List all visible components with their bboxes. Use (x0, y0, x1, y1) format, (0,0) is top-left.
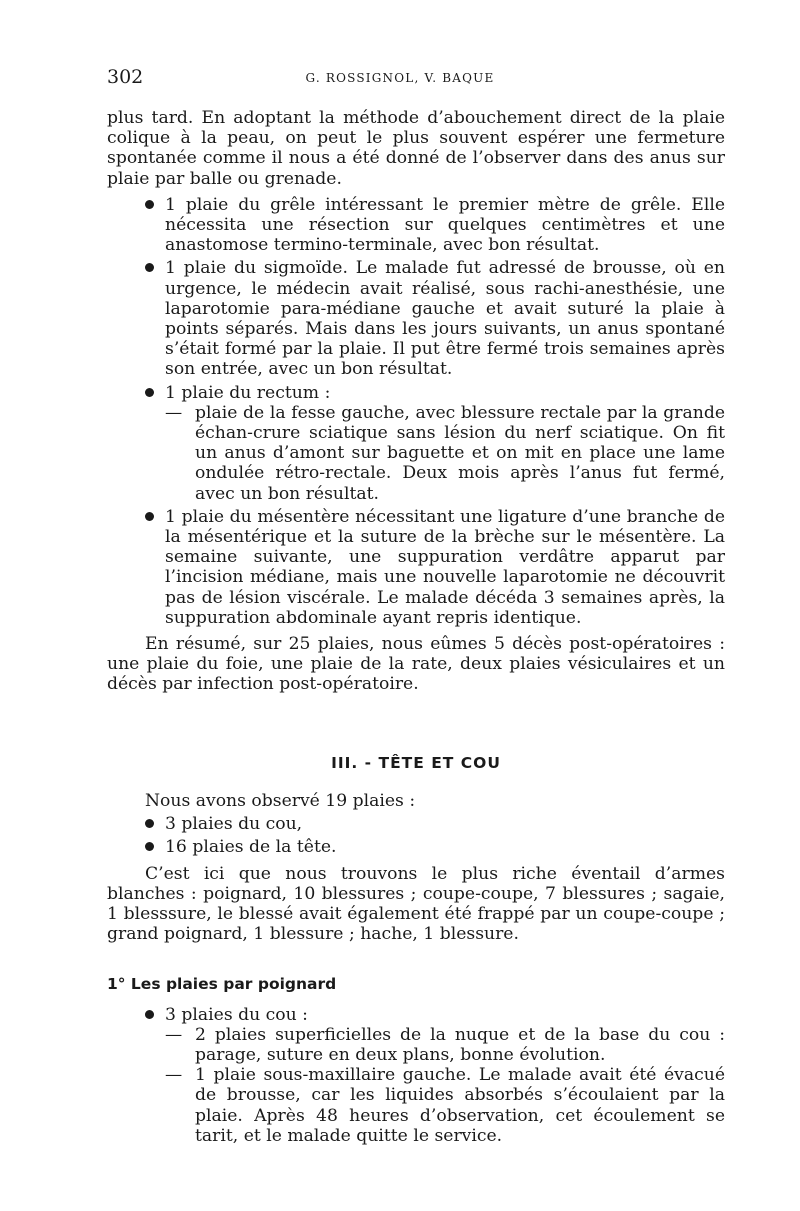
list-item: 1 plaie du grêle intéressant le premier mètre de grêle. Elle nécessita une résection sur quelques centimètres et une anastomose termino-terminale, avec bon résultat. (107, 195, 725, 256)
bullet-icon (145, 512, 154, 521)
list-item: 1 plaie du rectum : (107, 383, 725, 403)
body-text (107, 108, 725, 1146)
list-item: 3 plaies du cou, (107, 814, 725, 834)
list-item: 3 plaies du cou : (107, 1005, 725, 1025)
running-header: G. ROSSIGNOL, V. BAQUE (305, 71, 495, 85)
bullet-icon (145, 842, 154, 851)
dash-mark: — (165, 1065, 183, 1086)
paragraph-intro: plus tard. En adoptant la méthode d’abouchement direct de la plaie colique à la peau, on peut le plus souvent espérer une fermeture spontanée comme il nous a été donné de l’observer dans des anus sur plaie par balle ou grenade. (107, 108, 725, 189)
dash-item: — 1 plaie sous-maxillaire gauche. Le malade avait été évacué de brousse, car les liquides absorbés s’écoulaient par la plaie. Après 48 heures d’observation, cet écoulement se tarit, et le malade quitte le service. (165, 1065, 725, 1146)
bullet-icon (145, 1010, 154, 1019)
bullet-icon (145, 388, 154, 397)
paragraph-resume: En résumé, sur 25 plaies, nous eûmes 5 décès post-opératoires : une plaie du foie, une plaie de la rate, deux plaies vésiculaires et un décès par infection post-opératoire. (107, 634, 725, 695)
subsection-heading: 1° Les plaies par poignard (107, 975, 337, 994)
dash-mark: — (165, 1024, 183, 1045)
dash-mark: — (165, 402, 183, 423)
list-item: 1 plaie du mésentère nécessitant une ligature d’une branche de la mésentérique et la suture de la brèche sur le mésentère. La semaine suivante, une suppuration verdâtre apparut par l’incision médiane, mais une nouvelle laparotomie ne découvrit pas de lésion viscérale. Le malade décéda 3 semaines après, la suppuration abdominale ayant repris identique. (107, 507, 725, 628)
bullet-icon (145, 263, 154, 272)
list-item: 16 plaies de la tête. (107, 837, 725, 857)
dash-item: — plaie de la fesse gauche, avec blessure rectale par la grande échan-crure sciatique sans lésion du nerf sciatique. On fit un anus d’amont sur baguette et on mit en place une lame ondulée rétro-rectale. Deux mois après l’anus fut fermé, avec un bon résultat. (165, 402, 725, 504)
bullet-icon (145, 200, 154, 209)
page-number: 302 (107, 66, 144, 88)
bullet-icon (145, 819, 154, 828)
dash-item: — 2 plaies superficielles de la nuque et de la base du cou : parage, suture en deux plans, bonne évolution. (165, 1024, 725, 1065)
section-heading: III. - TÊTE ET COU (331, 753, 501, 772)
paragraph-observe: Nous avons observé 19 plaies : (145, 790, 416, 811)
list-item: 1 plaie du sigmoïde. Le malade fut adressé de brousse, où en urgence, le médecin avait réalisé, sous rachi-anesthésie, une laparotomie para-médiane gauche et avait suturé la plaie à points séparés. Mais dans les jours suivants, un anus spontané s’était formé par la plaie. Il put être fermé trois semaines après son entrée, avec un bon résultat. (107, 258, 725, 379)
paragraph-armes: C’est ici que nous trouvons le plus riche éventail d’armes blanches : poignard, 10 blessures ; coupe-coupe, 7 blessures ; sagaie, 1 blesssure, le blessé avait également été frappé par un coupe-coupe ; grand poignard, 1 blessure ; hache, 1 blessure. (107, 863, 725, 945)
